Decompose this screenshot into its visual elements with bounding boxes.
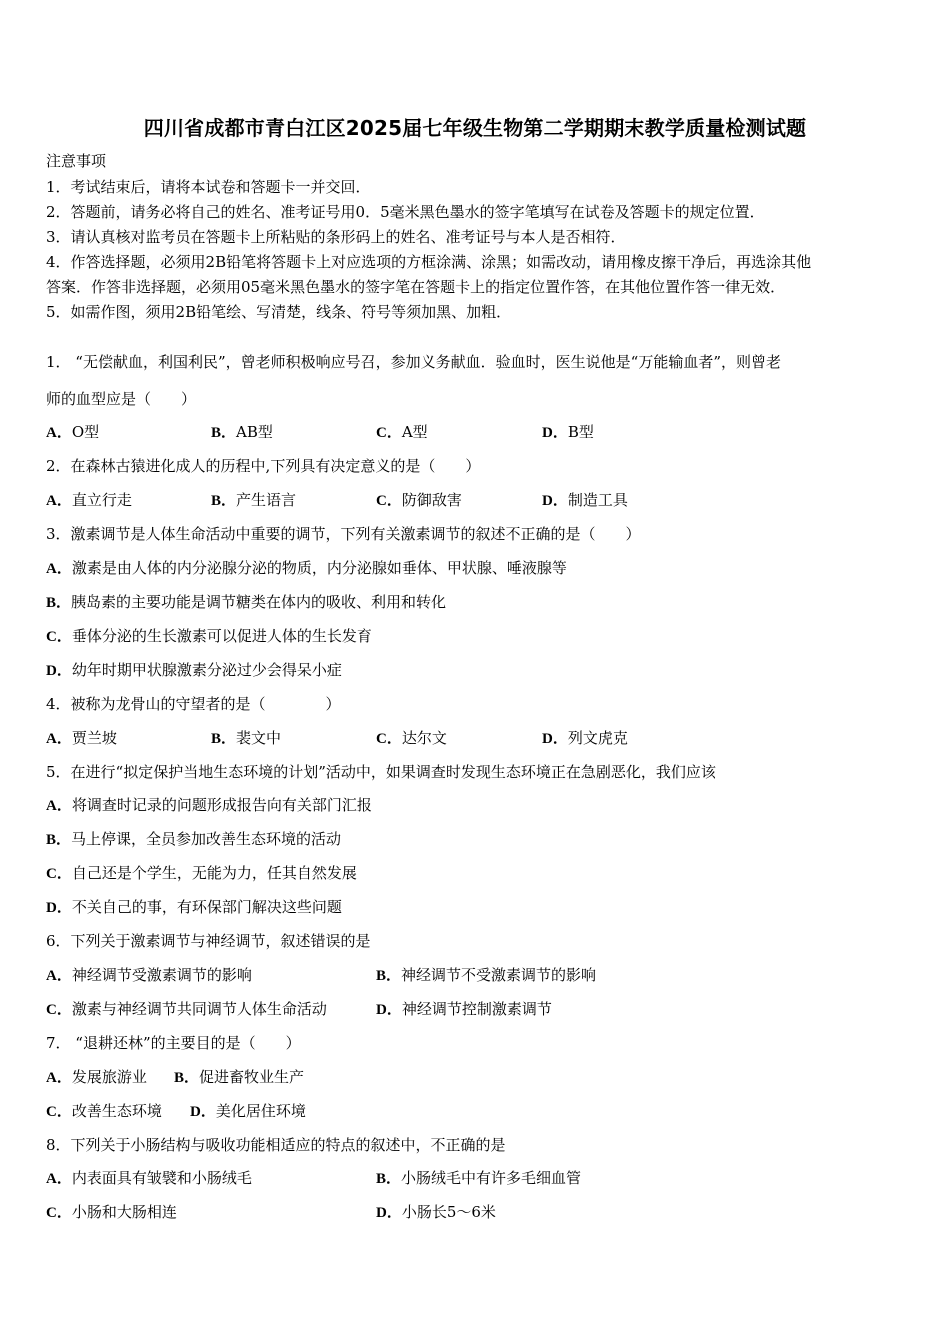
question-stem: 5．在进行“拟定保护当地生态环境的计划”活动中，如果调查时发现生态环境正在急剧恶化，我们应该 xyxy=(46,763,716,781)
option-b: B．胰岛素的主要功能是调节糖类在体内的吸收、利用和转化 xyxy=(46,593,447,611)
option-b: B．小肠绒毛中有许多毛细血管 xyxy=(376,1169,582,1187)
notice-item: 4．作答选择题，必须用2B铅笔将答题卡上对应选项的方框涂满、涂黑；如需改动，请用橡皮擦干净后，再选涂其他 xyxy=(46,253,812,271)
option-a: A．激素是由人体的内分泌腺分泌的物质，内分泌腺如垂体、甲状腺、唾液腺等 xyxy=(46,559,567,577)
option-b: B．产生语言 xyxy=(211,491,297,509)
question-stem: 师的血型应是（ ） xyxy=(46,390,197,408)
option-c: C．防御敌害 xyxy=(376,491,462,509)
option-a: A．直立行走 xyxy=(46,491,132,509)
option-a: A．神经调节受激素调节的影响 xyxy=(46,966,252,984)
option-b: B．AB型 xyxy=(211,423,273,441)
option-c: C．A型 xyxy=(376,423,428,441)
question-stem: 8．下列关于小肠结构与吸收功能相适应的特点的叙述中，不正确的是 xyxy=(46,1136,506,1154)
option-b: B．马上停课，全员参加改善生态环境的活动 xyxy=(46,830,342,848)
page-title: 四川省成都市青白江区2025届七年级生物第二学期期末教学质量检测试题 xyxy=(143,116,807,140)
option-d: D．制造工具 xyxy=(542,491,628,509)
option-a: A．将调查时记录的问题形成报告向有关部门汇报 xyxy=(46,796,372,814)
option-b: B．神经调节不受激素调节的影响 xyxy=(376,966,597,984)
option-d: D．列文虎克 xyxy=(542,729,628,747)
option-d: D．美化居住环境 xyxy=(190,1102,306,1120)
option-c: C．小肠和大肠相连 xyxy=(46,1203,177,1221)
notice-item: 5．如需作图，须用2B铅笔绘、写清楚，线条、符号等须加黑、加粗． xyxy=(46,303,512,321)
option-a: A．发展旅游业 xyxy=(46,1068,147,1086)
option-b: B．裴文中 xyxy=(211,729,282,747)
question-stem: 2．在森林古猿进化成人的历程中,下列具有决定意义的是（ ） xyxy=(46,457,481,475)
option-c: C．垂体分泌的生长激素可以促进人体的生长发育 xyxy=(46,627,372,645)
question-stem: 1． “无偿献血，利国利民”，曾老师积极响应号召，参加义务献血．验血时，医生说他是“万能输血者”，则曾老 xyxy=(46,353,781,371)
option-d: D．幼年时期甲状腺激素分泌过少会得呆小症 xyxy=(46,661,342,679)
option-d: D．不关自己的事，有环保部门解决这些问题 xyxy=(46,898,342,916)
notice-item: 3．请认真核对监考员在答题卡上所粘贴的条形码上的姓名、准考证号与本人是否相符． xyxy=(46,228,626,246)
notice-item: 1．考试结束后，请将本试卷和答题卡一并交回． xyxy=(46,178,371,196)
question-stem: 4．被称为龙骨山的守望者的是（ ） xyxy=(46,695,341,713)
question-stem: 6．下列关于激素调节与神经调节，叙述错误的是 xyxy=(46,932,371,950)
option-a: A．O型 xyxy=(46,423,100,441)
option-d: D．小肠长5～6米 xyxy=(376,1203,496,1221)
option-c: C．自己还是个学生，无能为力，任其自然发展 xyxy=(46,864,357,882)
option-a: A．内表面具有皱襞和小肠绒毛 xyxy=(46,1169,252,1187)
option-d: D．B型 xyxy=(542,423,594,441)
option-d: D．神经调节控制激素调节 xyxy=(376,1000,552,1018)
option-b: B．促进畜牧业生产 xyxy=(174,1068,305,1086)
option-a: A．贾兰坡 xyxy=(46,729,117,747)
question-stem: 3．激素调节是人体生命活动中重要的调节，下列有关激素调节的叙述不正确的是（ ） xyxy=(46,525,641,543)
option-c: C．达尔文 xyxy=(376,729,447,747)
option-c: C．激素与神经调节共同调节人体生命活动 xyxy=(46,1000,327,1018)
option-c: C．改善生态环境 xyxy=(46,1102,162,1120)
notice-heading: 注意事项 xyxy=(46,152,107,170)
notice-item: 答案．作答非选择题，必须用05毫米黑色墨水的签字笔在答题卡上的指定位置作答，在其他位置作答一律无效． xyxy=(46,278,786,296)
notice-item: 2．答题前，请务必将自己的姓名、准考证号用0．5毫米黑色墨水的签字笔填写在试卷及答题卡的规定位置． xyxy=(46,203,765,221)
question-stem: 7． “退耕还林”的主要目的是（ ） xyxy=(46,1034,301,1052)
